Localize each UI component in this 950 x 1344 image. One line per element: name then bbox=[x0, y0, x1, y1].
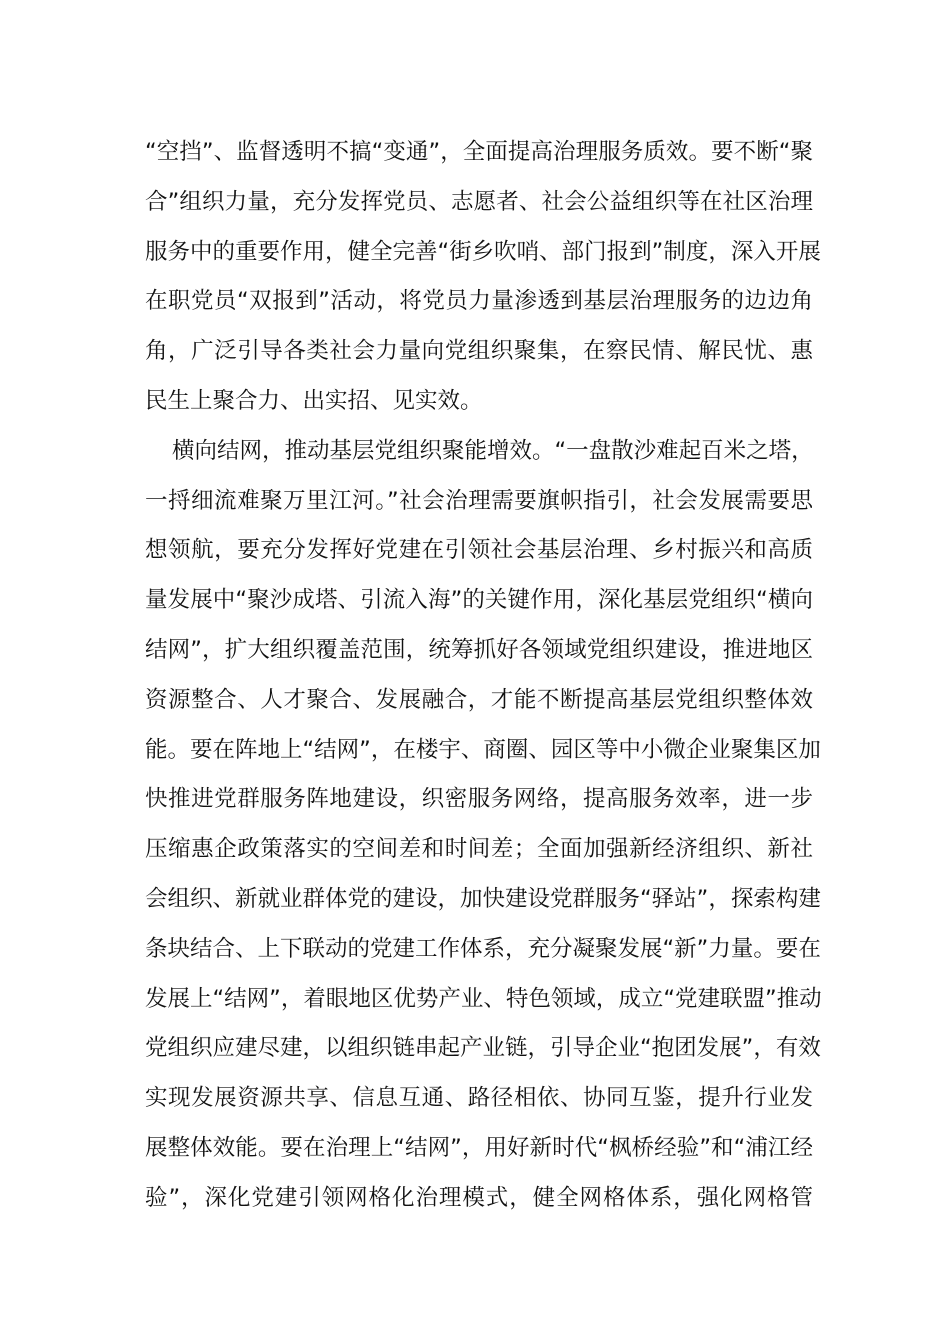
text-line: 会组织、新就业群体党的建设，加快建设党群服务“驿站”，探索构建 bbox=[145, 885, 821, 912]
text-line: 想领航，要充分发挥好党建在引领社会基层治理、乡村振兴和高质 bbox=[145, 537, 813, 564]
text-line: 角，广泛引导各类社会力量向党组织聚集，在察民情、解民忧、惠 bbox=[145, 338, 813, 365]
text-line: 民生上聚合力、出实招、见实效。 bbox=[145, 387, 483, 414]
text-line: 服务中的重要作用，健全完善“街乡吹哨、部门报到”制度，深入开展 bbox=[145, 238, 821, 265]
text-line: 能。要在阵地上“结网”，在楼宇、商圈、园区等中小微企业聚集区加 bbox=[145, 736, 821, 763]
text-line: 结网”，扩大组织覆盖范围，统筹抓好各领域党组织建设，推进地区 bbox=[145, 636, 813, 663]
body-text bbox=[145, 128, 822, 1224]
paragraph-continuation bbox=[145, 128, 821, 427]
paragraph-horizontal-network bbox=[145, 427, 822, 1224]
text-line: 快推进党群服务阵地建设，织密服务网络，提高服务效率，进一步 bbox=[145, 786, 813, 813]
text-line: 横向结网，推动基层党组织聚能增效。“一盘散沙难起百米之塔， bbox=[172, 437, 814, 464]
text-line: 压缩惠企政策落实的空间差和时间差；全面加强新经济组织、新社 bbox=[145, 836, 813, 863]
text-line: 条块结合、上下联动的党建工作体系，充分凝聚发展“新”力量。要在 bbox=[145, 935, 821, 962]
text-line: 合”组织力量，充分发挥党员、志愿者、社会公益组织等在社区治理 bbox=[145, 188, 813, 215]
text-line: “空挡”、监督透明不搞“变通”，全面提高治理服务质效。要不断“聚 bbox=[145, 139, 813, 165]
text-line: 验”，深化党建引领网格化治理模式，健全网格体系，强化网格管 bbox=[145, 1184, 813, 1211]
text-line: 资源整合、人才聚合、发展融合，才能不断提高基层党组织整体效 bbox=[145, 686, 813, 713]
text-line: 党组织应建尽建，以组织链串起产业链，引导企业“抱团发展”，有效 bbox=[145, 1035, 821, 1062]
text-line: 一捋细流难聚万里江河。”社会治理需要旗帜指引，社会发展需要思 bbox=[145, 487, 813, 514]
text-line: 量发展中“聚沙成塔、引流入海”的关键作用，深化基层党组织“横向 bbox=[145, 587, 813, 614]
text-line: 展整体效能。要在治理上“结网”，用好新时代“枫桥经验”和“浦江经 bbox=[145, 1134, 813, 1161]
text-line: 发展上“结网”，着眼地区优势产业、特色领域，成立“党建联盟”推动 bbox=[145, 985, 822, 1012]
text-line: 实现发展资源共享、信息互通、路径相依、协同互鉴，提升行业发 bbox=[145, 1085, 813, 1112]
text-line: 在职党员“双报到”活动，将党员力量渗透到基层治理服务的边边角 bbox=[145, 288, 813, 315]
